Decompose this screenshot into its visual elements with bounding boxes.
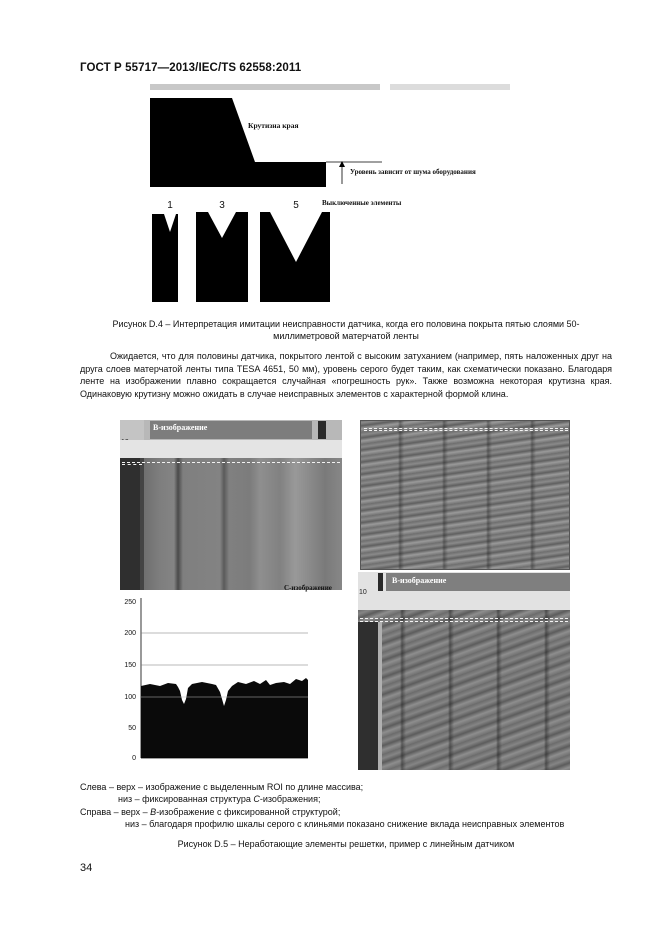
left-bscan-header-margin: [120, 420, 144, 440]
y-tick-100: 100: [124, 694, 136, 701]
element-number-3: 3: [219, 200, 225, 211]
left-bscan-label: В-изображение: [153, 423, 208, 432]
element-number-1: 1: [167, 200, 173, 211]
right-scale-label: 10: [359, 589, 367, 596]
note-right-top: [80, 806, 620, 818]
page-number: 34: [80, 862, 93, 874]
right-top-frame: [360, 420, 570, 570]
y-tick-200: 200: [124, 630, 136, 637]
noise-level-label: Уровень зависит от шума оборудования: [350, 168, 476, 176]
wedge-element-1: [152, 214, 178, 302]
note-left-bottom-suffix: -изображения;: [259, 794, 321, 805]
left-roi-line: [122, 462, 340, 463]
gray-level-profile: [150, 98, 326, 187]
right-bscan-side-marker: [378, 573, 383, 591]
left-bscan-spacer: [120, 440, 342, 458]
figure-d5-left-panel: [120, 420, 342, 766]
figure-d4-caption-line2: миллиметровой матерчатой ленты: [273, 331, 419, 341]
right-bottom-roi-line: [360, 618, 568, 619]
note-right-top-suffix: -изображение с фиксированной структурой;: [156, 806, 341, 817]
wedge-element-5: [260, 212, 330, 302]
right-bottom-roi-line-2: [360, 621, 568, 622]
figure-d5-caption: Рисунок D.5 – Неработающие элементы решетки, пример с линейным датчиком: [177, 839, 515, 849]
left-bscan-side-marker: [318, 421, 326, 439]
note-right-bottom: низ – благодаря профилю шкалы серого с клиньями показано снижение вклада неисправных элементов: [125, 818, 565, 829]
figure-d5-notes: [80, 781, 620, 830]
y-tick-250: 250: [124, 599, 136, 606]
edge-slope-label: Крутизна края: [248, 121, 299, 130]
gray-profile-fill: [141, 678, 308, 758]
disabled-elements-label: Выключенные элементы: [322, 199, 402, 207]
document-header: ГОСТ Р 55717—2013/IEC/TS 62558:2011: [80, 62, 302, 74]
left-cscan-image: [120, 458, 342, 590]
figure-d4-caption-line1: Рисунок D.4 – Интерпретация имитации неисправности датчика, когда его половина покрыта пятью слоями 50-: [112, 319, 580, 329]
element-number-5: 5: [293, 200, 299, 211]
left-cscan-label: С-изображение: [284, 584, 332, 592]
body-paragraph: Ожидается, что для половины датчика, покрытого лентой с высоким затуханием (например, пять наложенных друг на друга слоев матерчатой ленты типа TESA 4651, 50 мм), уровень серого будет таким, как схематически показано. Благодаря ленте на изображении плавно сокращается случайная «погрешность рук». Также возможна некоторая крутизна края. Одинаковую крутизну можно ожидать в случае неисправных элементов с характерной формой клина.: [80, 351, 612, 399]
figure-d4-schematic: [140, 82, 510, 304]
right-bottom-light-column: [378, 622, 382, 770]
wedge-element-3: [196, 212, 248, 302]
y-tick-150: 150: [124, 662, 136, 669]
cropped-top-artifact: [150, 84, 510, 90]
gray-profile-chart: [120, 596, 342, 766]
note-left-bottom-prefix: низ – фиксированная структура: [118, 794, 254, 805]
right-bottom-dark-column: [358, 622, 378, 770]
y-tick-50: 50: [128, 725, 136, 732]
note-left-top: Слева – верх – изображение с выделенным ROI по длине массива;: [80, 782, 364, 792]
right-bottom-wedge-streaks: [358, 610, 570, 770]
note-right-top-prefix: Справа – верх –: [80, 806, 151, 817]
figure-d4-caption: [80, 318, 612, 342]
note-right-top-italic: В: [150, 806, 157, 817]
right-bscan-label: В-изображение: [392, 576, 447, 585]
note-left-bottom: [80, 793, 620, 805]
left-roi-line-lower: [122, 464, 142, 465]
note-left-bottom-italic: С: [253, 794, 260, 805]
y-tick-0: 0: [132, 755, 136, 762]
